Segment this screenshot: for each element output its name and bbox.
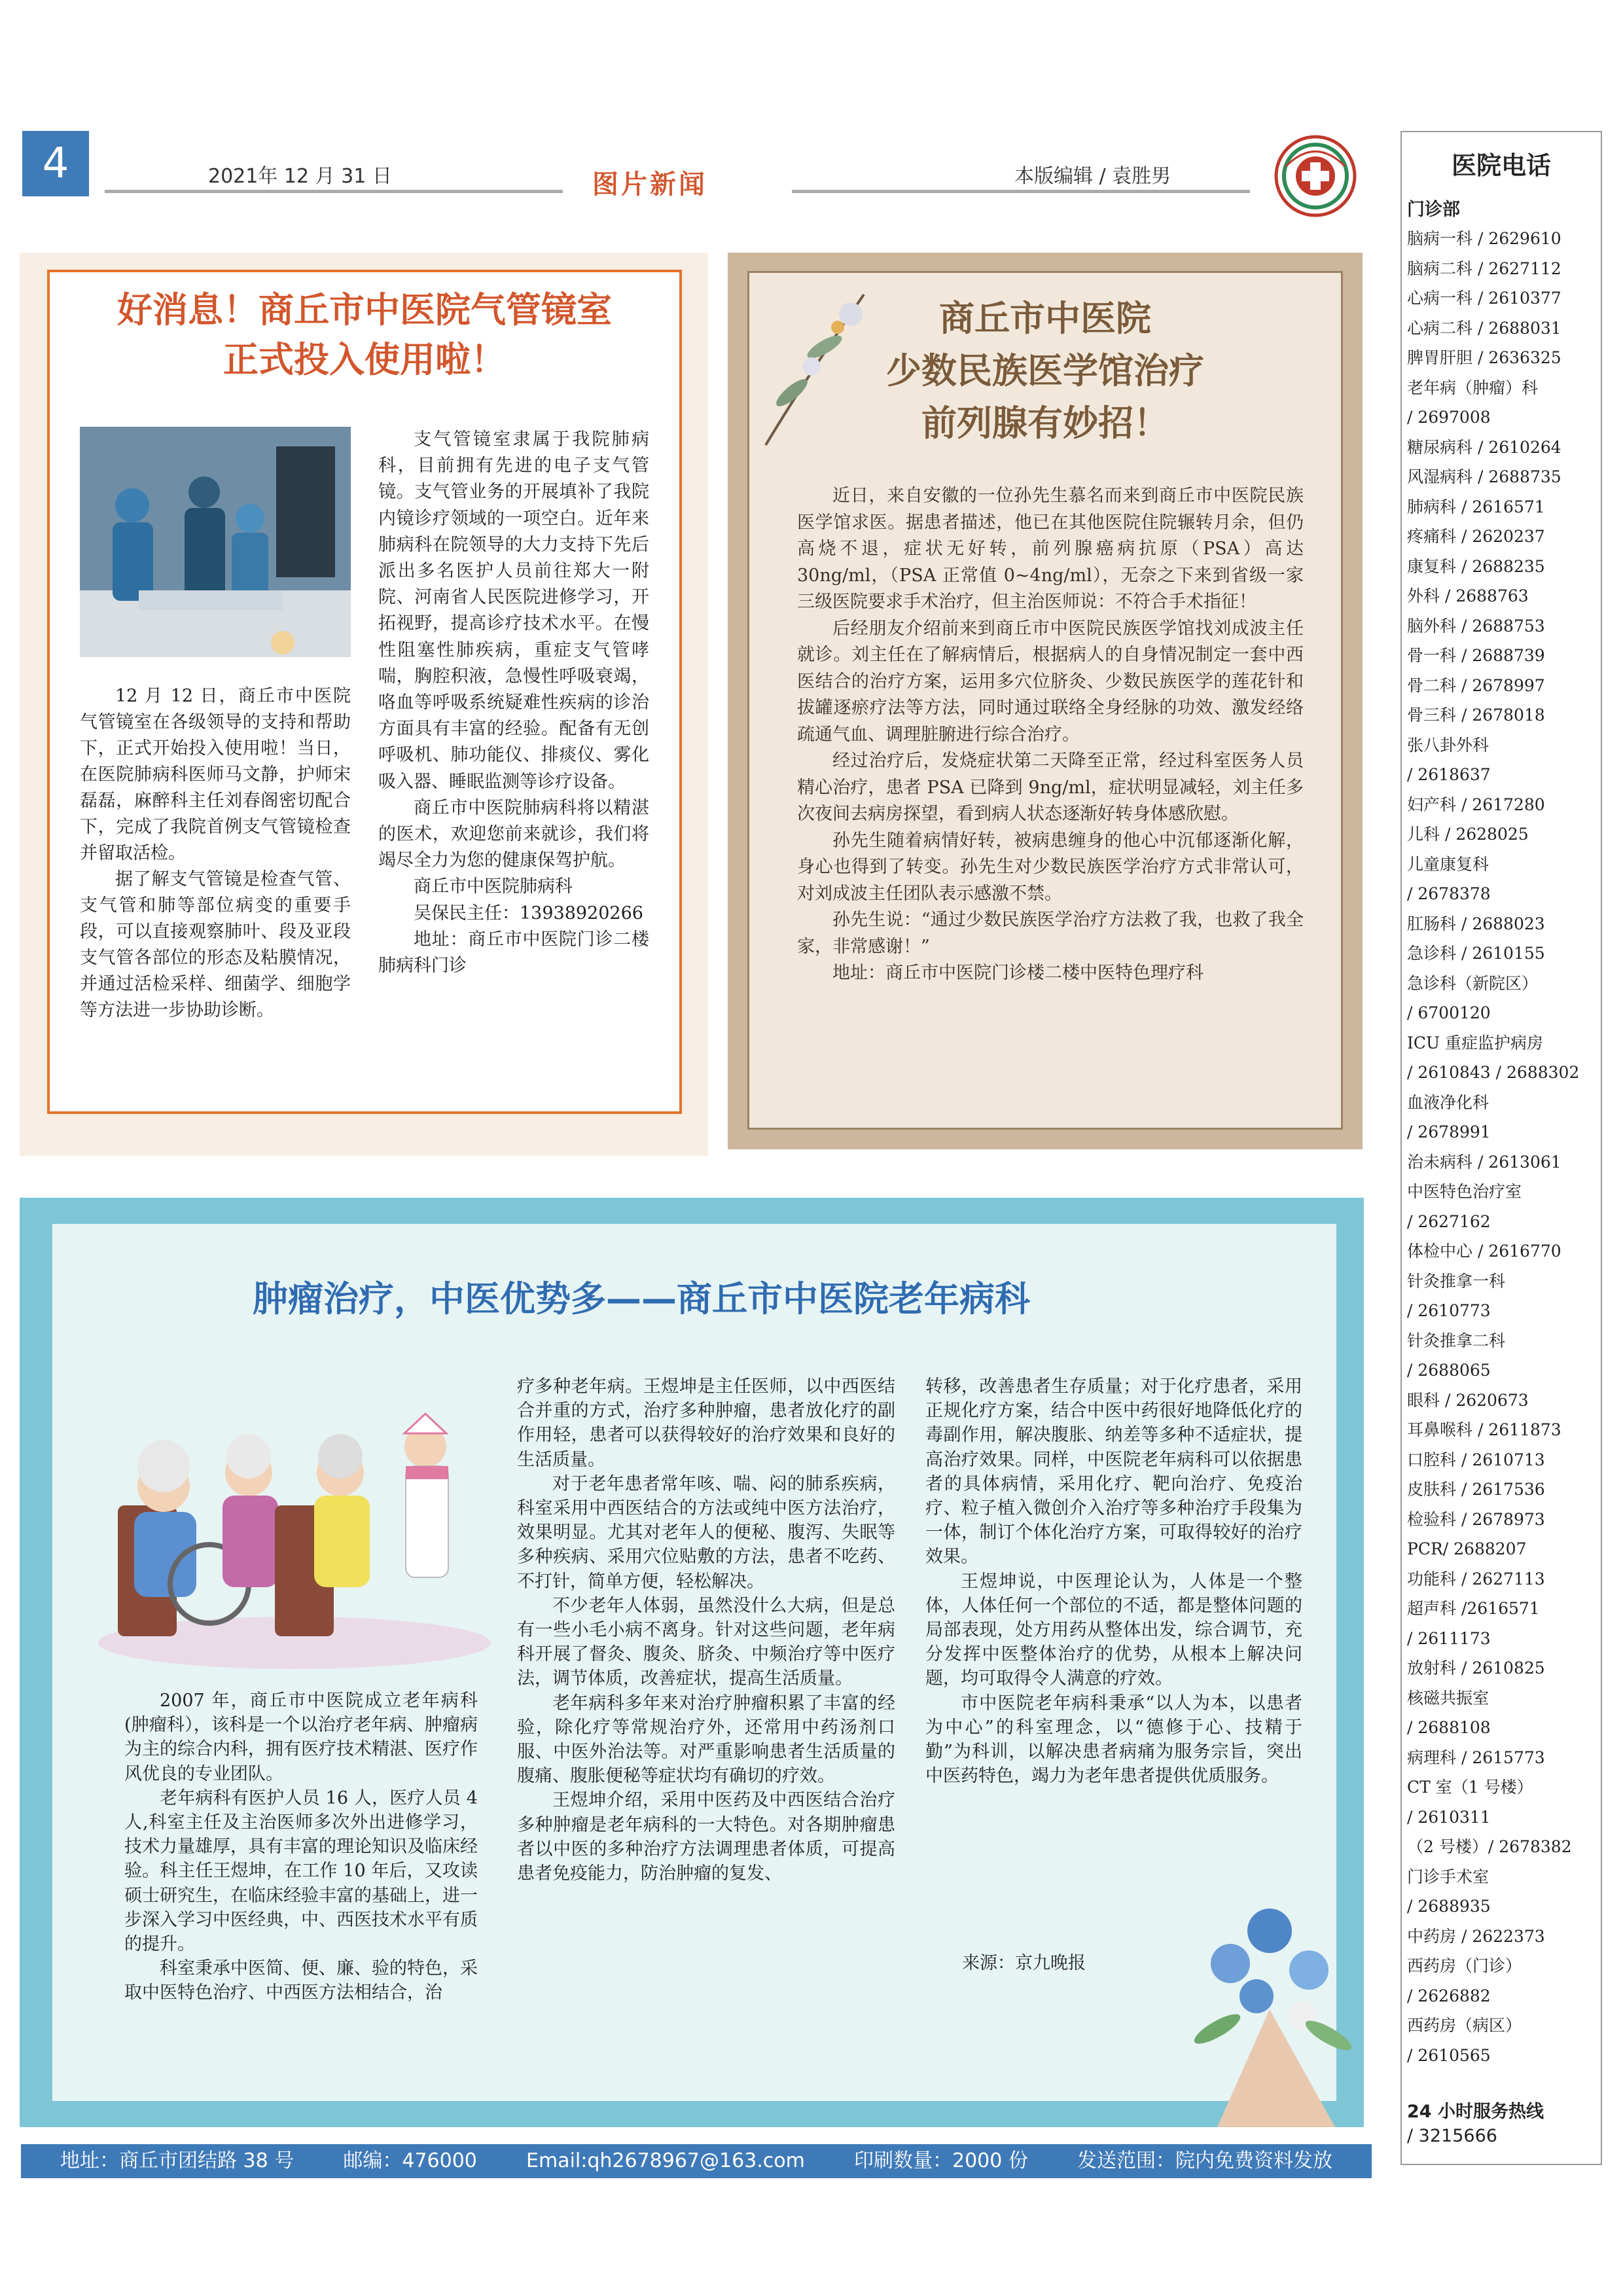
article1-title [47, 285, 682, 385]
article3-col3 [925, 1374, 1302, 1788]
article2-p2: 后经朋友介绍前来到商丘市中医院民族医学馆找刘成波主任就诊。刘主任在了解病情后，根据病人的自身情况制定一套中西医结合的治疗方案，运用多穴位脐灸、少数民族医学的莲花针和拔罐逐瘀疗法等方法，同时通过联络全身经脉的功效、激发经络疏通气血、调理脏腑进行综合治疗。 [797, 618, 1304, 745]
phone-entry: / 2627162 [1407, 1211, 1491, 1231]
phone-entry: 心病二科 / 2688031 [1407, 318, 1561, 338]
phone-entry: 外科 / 2688763 [1407, 586, 1529, 605]
phone-entry: 老年病（肿瘤）科 [1407, 378, 1539, 397]
phone-entry: 儿科 / 2628025 [1407, 825, 1529, 844]
article2-title-line1: 商丘市中医院 [939, 297, 1151, 339]
phone-entry: 糖尿病科 / 2610264 [1407, 437, 1561, 457]
article3-col2-p2: 对于老年患者常年咳、喘、闷的肺系疾病，科室采用中西医结合的方法或纯中医方法治疗，效果明显。尤其对老年人的便秘、腹泻、失眠等多种疾病、采用穴位贴敷的方法，患者不吃药、不打针，简单方便，轻松解决。 [517, 1473, 895, 1592]
phone-entry: 心病一科 / 2610377 [1407, 289, 1561, 308]
article1-right-p2: 商丘市中医院肺病科将以精湛的医术，欢迎您前来就诊，我们将竭尽全力为您的健康保驾护航。 [378, 797, 649, 871]
phone-entry: 核磁共振室 [1407, 1688, 1489, 1708]
phone-entry: / 2688935 [1407, 1897, 1491, 1916]
phone-entry: / 2610311 [1407, 1807, 1491, 1827]
article3-col1-p1: 2007 年，商丘市中医院成立老年病科(肿瘤科），该科是一个以治疗老年病、肿瘤病为主的综合内科，拥有医疗技术精湛、医疗作风优良的专业团队。 [124, 1691, 478, 1784]
footer-email: Email:qh2678967@163.com [526, 2149, 805, 2172]
phone-entry: / 2618637 [1407, 765, 1491, 784]
article3-col2-p5: 王煜坤介绍，采用中医药及中西医结合治疗多种肿瘤是老年病科的一大特色。对各期肿瘤患者以中医的多种治疗方法调理患者体质，可提高患者免疫能力，防治肿瘤的复发、 [517, 1790, 895, 1884]
article3-col3-p2: 王煜坤说，中医理论认为，人体是一个整体，人体任何一个部位的不适，都是整体问题的局部表现，处方用药从整体出发，综合调节，充分发挥中医整体治疗的优势，从根本上解决问题，均可取得令人满意的疗效。 [925, 1571, 1302, 1689]
header-rule-left [105, 190, 563, 193]
phone-entry: 儿童康复科 [1407, 854, 1489, 874]
article2-title [747, 292, 1343, 449]
phone-entry: / 2688108 [1407, 1718, 1491, 1737]
article3-col3-p3: 市中医院老年病科秉承“以人为本，以患者为中心”的科室理念，以“德修于心、技精于勤”为科训，以解决患者病痛为服务宗旨，突出中医药特色，竭力为老年患者提供优质服务。 [925, 1693, 1302, 1787]
phone-entry: 西药房（病区） [1407, 2016, 1522, 2035]
article3-col3-p1: 转移，改善患者生存质量；对于化疗患者，采用正规化疗方案，结合中医中药很好地降低化疗的毒副作用，解决腹胀、纳差等多种不适症状，提高治疗效果。同样，中医院老年病科可以依据患者的具体病情，采用化疗、靶向治疗、免疫治疗、粒子植入微创介入治疗等多种治疗手段集为一体，制订个体化治疗方案，可取得较好的治疗效果。 [925, 1376, 1302, 1568]
phone-entry: CT 室（1 号楼） [1407, 1778, 1533, 1797]
article3-col2-p4: 老年病科多年来对治疗肿瘤积累了丰富的经验，除化疗等常规治疗外，还常用中药汤剂口服、中医外治法等。对严重影响患者生活质量的腹痛、腹胀便秘等症状均有确切的疗效。 [517, 1693, 895, 1787]
article1-title-line2: 正式投入使用啦！ [223, 339, 506, 380]
article2-p3: 经过治疗后，发烧症状第二天降至正常，经过科室医务人员精心治疗，患者 PSA 已降到 9ng/ml，症状明显减轻，刘主任多次夜间去病房探望，看到病人状态逐渐好转身体感欣慰。 [797, 751, 1304, 824]
article1-sig3: 地址：商丘市中医院门诊二楼肺病科门诊 [378, 929, 649, 977]
hotline-label: 24 小时服务热线 [1407, 2102, 1544, 2122]
phone-entry: 张八卦外科 [1407, 735, 1489, 755]
phone-entry: 脑病二科 / 2627112 [1407, 259, 1561, 278]
article3-title: 肿瘤治疗，中医优势多——商丘市中医院老年病科 [253, 1278, 1030, 1319]
phone-entry: 治未病科 / 2613061 [1407, 1152, 1561, 1172]
article3-col2 [517, 1374, 895, 1886]
article1-right-col [378, 427, 649, 979]
phone-entry: 超声科 /2616571 [1407, 1599, 1540, 1618]
header-editor: 本版编辑 / 袁胜男 [1014, 165, 1171, 188]
article1-title-line1: 好消息！商丘市中医院气管镜室 [117, 289, 612, 331]
phone-entry: 肺病科 / 2616571 [1407, 497, 1545, 516]
sidebar-section: 门诊部 [1407, 200, 1460, 220]
article3-col2-p3: 不少老年人体弱，虽然没什么大病，但是总有一些小毛小病不离身。针对这些问题，老年病科开展了督灸、腹灸、脐灸、中频治疗等中医疗法，调节体质，改善症状，提高生活质量。 [517, 1595, 895, 1689]
phone-entry: 急诊科 / 2610155 [1407, 944, 1545, 963]
phone-entry: 中医特色治疗室 [1407, 1182, 1522, 1201]
phone-entry: PCR/ 2688207 [1407, 1539, 1527, 1558]
article3-col1-p3: 科室秉承中医简、便、廉、验的特色，采取中医特色治疗、中西医方法相结合，治 [124, 1958, 478, 2003]
header-date: 2021年 12 月 31 日 [208, 165, 392, 188]
phone-entry: / 2611173 [1407, 1628, 1491, 1648]
phone-entry: 放射科 / 2610825 [1407, 1659, 1545, 1677]
phone-entry: 门诊手术室 [1407, 1867, 1489, 1886]
phone-entry: 脾胃肝胆 / 2636325 [1407, 348, 1561, 367]
phone-entry: 骨二科 / 2678997 [1407, 675, 1545, 695]
phone-entry: （2 号楼）/ 2678382 [1407, 1837, 1572, 1856]
phone-entry: 功能科 / 2627113 [1407, 1569, 1545, 1588]
phone-entry: / 2697008 [1407, 408, 1491, 427]
page-number-badge: 4 [22, 131, 89, 196]
phone-entry: / 6700120 [1407, 1003, 1491, 1022]
phone-entry: 西药房（门诊） [1407, 1956, 1522, 1975]
flower-bouquet-decoration [1178, 1865, 1361, 2127]
phone-entry: 口腔科 / 2610713 [1407, 1450, 1545, 1469]
phone-entry: 急诊科（新院区） [1407, 973, 1539, 993]
article2-p1: 近日，来自安徽的一位孙先生慕名而来到商丘市中医院民族医学馆求医。据患者描述，他已在其他医院住院辗转月余，但仍高烧不退，症状无好转，前列腺癌病抗原（PSA）高达 30ng/ml，（PSA 正常值 0~4ng/ml），无奈之下来到省级一家三级医院要求手术治疗，但主治医师说：不符合手术指征！ [797, 486, 1304, 612]
phone-entry: 体检中心 / 2616770 [1407, 1242, 1561, 1261]
phone-entry: 病理科 / 2615773 [1407, 1748, 1545, 1767]
phone-entry: 骨一科 / 2688739 [1407, 646, 1545, 665]
phone-entry: 血液净化科 [1407, 1092, 1489, 1112]
elderly-care-illustration [98, 1388, 491, 1669]
hospital-logo [1273, 134, 1358, 219]
article2-body [797, 483, 1304, 987]
article3-col1 [124, 1689, 478, 2005]
phone-entry: / 2678378 [1407, 884, 1491, 903]
article1-left-p1: 12 月 12 日，商丘市中医院气管镜室在各级领导的支持和帮助下，正式开始投入使用啦！当日，在医院肺病科医师马文静，护师宋磊磊，麻醉科主任刘春阁密切配合下，完成了我院首例支气管镜检查并留取活检。 [80, 686, 351, 863]
article1-photo [80, 427, 351, 657]
article1-sig1: 商丘市中医院肺病科 [414, 876, 573, 897]
phone-entry: 妇产科 / 2617280 [1407, 795, 1545, 814]
phone-entry: 耳鼻喉科 / 2611873 [1407, 1420, 1561, 1439]
article3-source: 来源：京九晚报 [962, 1953, 1086, 1973]
phone-entry: ICU 重症监护病房 [1407, 1033, 1544, 1052]
phone-entry: 风湿病科 / 2688735 [1407, 467, 1561, 486]
footer-scope: 发送范围：院内免费资料发放 [1077, 2149, 1332, 2172]
phone-entry: / 2610843 / 2688302 [1407, 1063, 1580, 1082]
phone-entry: 疼痛科 / 2620237 [1407, 527, 1545, 546]
phone-entry: 康复科 / 2688235 [1407, 556, 1545, 576]
sidebar-title: 医院电话 [1451, 151, 1551, 180]
phone-entry: / 2688065 [1407, 1361, 1491, 1380]
article3-col2-p1: 疗多种老年病。王煜坤是主任医师，以中西医结合并重的方式，治疗多种肿瘤，患者放化疗的副作用轻，患者可以获得较好的治疗效果和良好的生活质量。 [517, 1376, 895, 1470]
footer-print: 印刷数量：2000 份 [853, 2149, 1028, 2172]
phone-entry: 皮肤科 / 2617536 [1407, 1480, 1545, 1499]
phone-entry: 脑外科 / 2688753 [1407, 616, 1545, 636]
footer-bar [21, 2144, 1372, 2178]
footer-address: 地址：商丘市团结路 38 号 [60, 2149, 294, 2172]
phone-entry: / 2610773 [1407, 1301, 1491, 1320]
phone-entry: 针灸推拿一科 [1407, 1271, 1506, 1291]
hotline-number: / 3215666 [1407, 2126, 1497, 2146]
article1-right-p1: 支气管镜室隶属于我院肺病科，目前拥有先进的电子支气管镜。支气管业务的开展填补了我院内镜诊疗领域的一项空白。近年来肺病科在院领导的大力支持下先后派出多名医护人员前往郑大一附院、河南省人民医院进修学习，开拓视野，提高诊疗技术水平。在慢性阻塞性肺疾病，重症支气管哮喘，胸腔积液，急慢性呼吸衰竭，咯血等呼吸系统疑难性疾病的诊治方面具有丰富的经验。配备有无创呼吸机、肺功能仪、排痰仪、雾化吸入器、睡眠监测等诊疗设备。 [378, 429, 649, 792]
phone-entry: 检验科 / 2678973 [1407, 1509, 1545, 1529]
phone-entry: 骨三科 / 2678018 [1407, 706, 1545, 725]
article1-left-col [80, 683, 351, 1024]
phone-entry: / 2678991 [1407, 1122, 1491, 1141]
header-rule-right [792, 190, 1250, 193]
article1-left-p2: 据了解支气管镜是检查气管、支气管和肺等部位病变的重要手段，可以直接观察肺叶、段及亚段支气管各部位的形态及粘膜情况，并通过活检采样、细菌学、细胞学等方法进一步协助诊断。 [80, 869, 351, 1020]
footer-postcode: 邮编：476000 [343, 2149, 477, 2172]
article2-p4: 孙先生随着病情好转，被病患缠身的他心中沉郁逐渐化解，身心也得到了转变。孙先生对少数民族医学治疗方式非常认可，对刘成波主任团队表示感激不禁。 [797, 830, 1304, 904]
article2-title-line2: 少数民族医学馆治疗 [886, 350, 1204, 391]
article1-sig2: 吴保民主任：13938920266 [414, 903, 643, 924]
phone-list [1407, 224, 1598, 2070]
phone-entry: / 2626882 [1407, 1986, 1491, 2005]
article2-p6: 地址：商丘市中医院门诊楼二楼中医特色理疗科 [832, 963, 1204, 983]
phone-entry: 脑病一科 / 2629610 [1407, 229, 1561, 248]
phone-entry: 肛肠科 / 2688023 [1407, 914, 1545, 933]
phone-entry: 中药房 / 2622373 [1407, 1926, 1545, 1946]
phone-entry: / 2610565 [1407, 2045, 1491, 2065]
phone-entry: 针灸推拿二科 [1407, 1331, 1506, 1350]
article2-p5: 孙先生说：“通过少数民族医学治疗方法救了我，也救了我全家，非常感谢！” [797, 910, 1304, 957]
phone-entry: 眼科 / 2620673 [1407, 1390, 1529, 1410]
article3-col1-p2: 老年病科有医护人员 16 人，医疗人员 4 人,科室主任及主治医师多次外出进修学习，技术力量雄厚，具有丰富的理论知识及临床经验。科主任王煜坤，在工作 10 年后，又攻读硕士研究生，在临床经验丰富的基础上，进一步深入学习中医经典，中、西医技术水平有质的提升。 [124, 1787, 478, 1955]
article2-title-line3: 前列腺有妙招！ [921, 402, 1169, 444]
section-title: 图片新闻 [592, 169, 707, 200]
